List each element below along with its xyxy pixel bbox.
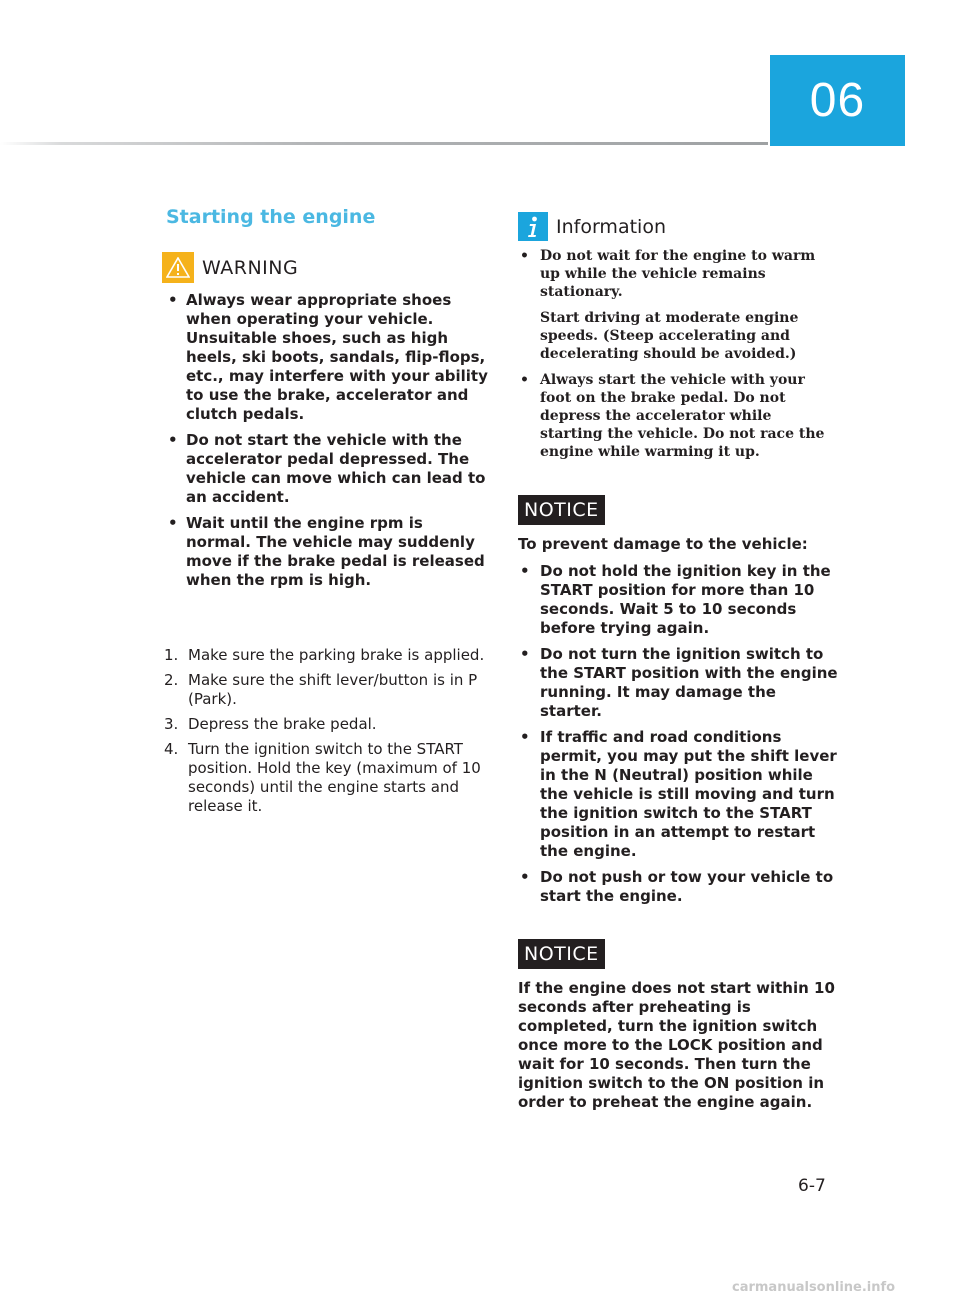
information-label: Information — [556, 215, 666, 238]
list-item: • Do not hold the ignition key in the START position for more than 10 seconds. Wait 5 to 10 seconds before trying again. — [520, 562, 831, 637]
step-item — [162, 715, 492, 734]
step-text: Make sure the shift lever/button is in P (Park). — [188, 671, 478, 708]
step-text: Make sure the parking brake is applied. — [188, 646, 485, 664]
information-item-extra: Start driving at moderate engine speeds. (Steep accelerating and decelerating should be avoided.) — [540, 310, 799, 362]
step-number: 4. — [164, 740, 179, 758]
watermark: carmanualsonline.info — [732, 1280, 896, 1295]
warning-item-text: Always wear appropriate shoes when operating your vehicle. Unsuitable shoes, such as high heels, ski boots, sandals, flip-flops, etc., may interfere with your ability to use the brake, accelerator and clutch pedals. — [186, 291, 488, 423]
chapter-tab: 06 — [770, 55, 905, 146]
notice-badge: NOTICE — [518, 495, 605, 525]
notice-item-text: Do not turn the ignition switch to the START position with the engine running. It may damage the starter. — [540, 645, 838, 720]
notice-badge: NOTICE — [518, 939, 605, 969]
warning-list — [162, 291, 492, 590]
step-number: 1. — [164, 646, 179, 664]
header-rule — [0, 142, 768, 145]
list-item: • Wait until the engine rpm is normal. The vehicle may suddenly move if the brake pedal is released when the rpm is high. — [168, 514, 485, 589]
step-text: Turn the ignition switch to the START position. Hold the key (maximum of 10 seconds) until the engine starts and release it. — [188, 740, 481, 815]
right-column — [518, 212, 838, 1120]
notice-paragraph: If the engine does not start within 10 seconds after preheating is completed, turn the ignition switch once more to the LOCK position and wait for 10 seconds. Then turn the ignition switch to the ON position in order to preheat the engine again. — [518, 979, 835, 1111]
page-number: 6-7 — [798, 1176, 826, 1196]
step-item — [162, 646, 492, 665]
warning-triangle-icon — [162, 252, 194, 283]
list-item: • Do not wait for the engine to warm up while the vehicle remains stationary. Start driving at moderate engine speeds. (Steep accelerating and decelerating should be avoided.) — [518, 247, 838, 363]
step-number: 3. — [164, 715, 179, 733]
notice-item-text: Do not hold the ignition key in the START position for more than 10 seconds. Wait 5 to 10 seconds before trying again. — [540, 562, 831, 637]
left-column — [162, 206, 492, 822]
step-text: Depress the brake pedal. — [188, 715, 377, 733]
list-item: • Do not push or tow your vehicle to start the engine. — [520, 868, 834, 905]
list-item: • If traffic and road conditions permit, you may put the shift lever in the N (Neutral) position while the vehicle is still moving and turn the ignition switch to the START position in an attempt to restart the engine. — [520, 728, 837, 860]
information-header — [518, 212, 838, 241]
list-item: • Always wear appropriate shoes when operating your vehicle. Unsuitable shoes, such as high heels, ski boots, sandals, flip-flops, etc., may interfere with your ability to use the brake, accelerator and clutch pedals. — [168, 291, 488, 423]
warning-item-text: Do not start the vehicle with the accelerator pedal depressed. The vehicle can move which can lead to an accident. — [186, 431, 486, 506]
step-item — [162, 671, 492, 709]
notice-item-text: Do not push or tow your vehicle to start the engine. — [540, 868, 834, 905]
warning-label: WARNING — [202, 256, 299, 279]
list-item: • Do not turn the ignition switch to the START position with the engine running. It may damage the starter. — [520, 645, 838, 720]
information-list — [518, 247, 838, 461]
step-number: 2. — [164, 671, 179, 689]
notice-item-text: If traffic and road conditions permit, you may put the shift lever in the N (Neutral) position while the vehicle is still moving and turn the ignition switch to the START position in an attempt to restart the engine. — [540, 728, 837, 860]
list-item: • Do not start the vehicle with the accelerator pedal depressed. The vehicle can move which can lead to an accident. — [168, 431, 486, 506]
info-icon — [518, 212, 548, 241]
section-title: Starting the engine — [166, 206, 376, 228]
warning-item-text: Wait until the engine rpm is normal. The vehicle may suddenly move if the brake pedal is released when the rpm is high. — [186, 514, 485, 589]
notice-intro: To prevent damage to the vehicle: — [518, 535, 808, 553]
step-item — [162, 740, 492, 816]
warning-header — [162, 252, 492, 283]
list-item: • Always start the vehicle with your foot on the brake pedal. Do not depress the accelerator while starting the vehicle. Do not race the engine while warming it up. — [520, 372, 825, 460]
steps-list — [162, 646, 492, 816]
information-item-text: Do not wait for the engine to warm up while the vehicle remains stationary. — [540, 248, 816, 300]
notice-list — [518, 562, 838, 906]
information-item-text: Always start the vehicle with your foot on the brake pedal. Do not depress the accelerator while starting the vehicle. Do not race the engine while warming it up. — [540, 372, 825, 460]
